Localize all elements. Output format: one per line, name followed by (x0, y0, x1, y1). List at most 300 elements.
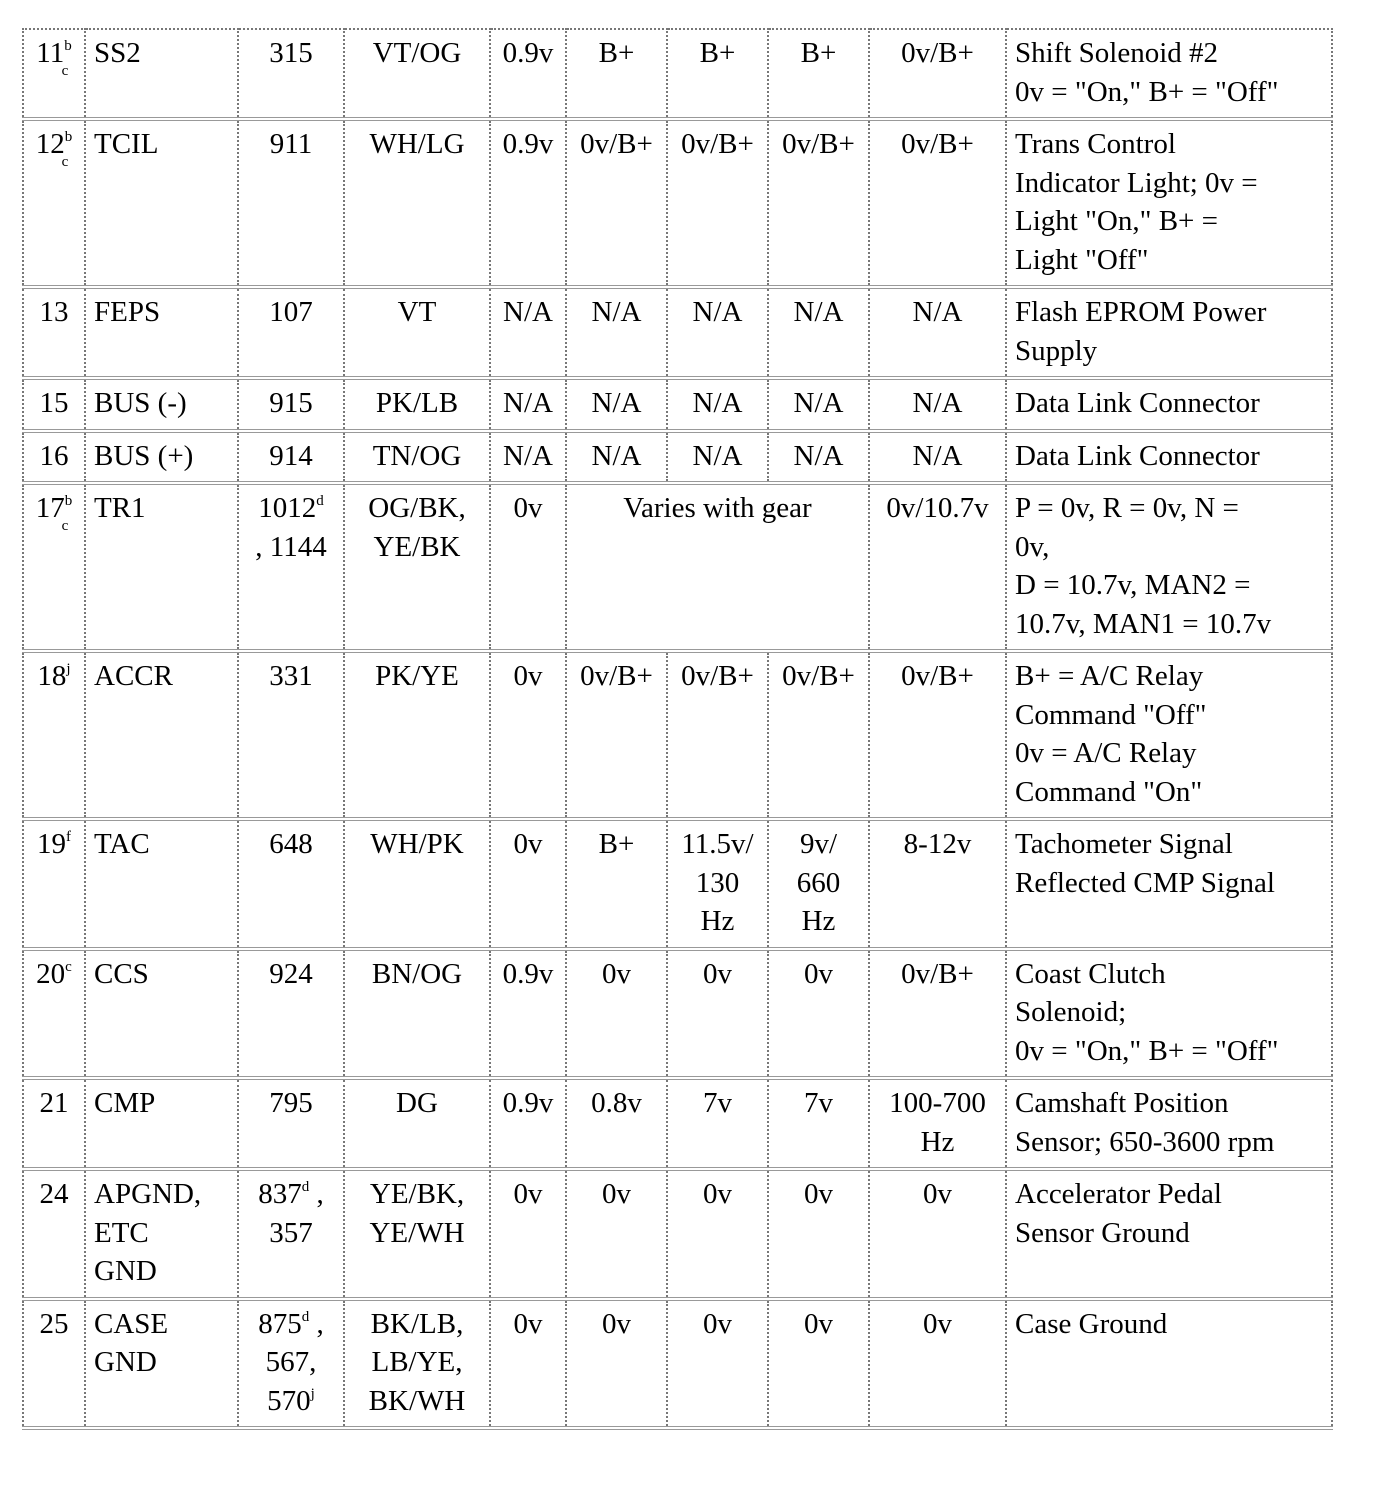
value-cell-v4 (768, 1078, 869, 1169)
value-text: 0v (703, 957, 732, 990)
circuit-footnote: d (316, 493, 324, 509)
description-line: 0v = "On," B+ = "Off" (1015, 75, 1279, 108)
value-text: 0v (602, 957, 631, 990)
wire-color-cell (344, 29, 490, 119)
value-text: 0v/B+ (901, 37, 974, 69)
value-cell-v5 (869, 1078, 1006, 1169)
pin-footnote: f (66, 829, 71, 845)
wire-color: DG (396, 1087, 438, 1119)
wire-color-cell (344, 651, 490, 819)
value-cell-v4 (768, 1169, 869, 1299)
table-row (23, 1299, 1332, 1429)
pin-cell (23, 287, 85, 378)
value-cell-v4 (768, 1299, 869, 1429)
value-cell-v4 (768, 651, 869, 819)
value-cell-v1 (490, 29, 566, 119)
circuit-line (247, 1305, 335, 1344)
value-text: 0v (703, 1178, 732, 1210)
pin-number: 11 (36, 37, 65, 69)
value-text: N/A (503, 296, 553, 328)
value-cell-v3 (667, 819, 768, 949)
value-text: 11.5v/ (681, 828, 754, 860)
table-row (23, 378, 1332, 431)
signal-name-cell (85, 431, 238, 484)
signal-name-cell (85, 119, 238, 287)
description-line: Solenoid; (1015, 996, 1127, 1028)
circuit-cell (238, 287, 344, 378)
value-text: Hz (700, 905, 735, 937)
table-row (23, 431, 1332, 484)
value-text: N/A (692, 296, 743, 328)
description-cell (1006, 1169, 1332, 1299)
value-cell-v3 (667, 431, 768, 484)
wire-color: PK/YE (375, 660, 459, 692)
description-line: Trans Control (1015, 128, 1176, 160)
signal-name-cell (85, 819, 238, 949)
circuit-line (247, 1175, 335, 1214)
value-text: 0v/10.7v (886, 492, 989, 524)
description-cell (1006, 378, 1332, 431)
signal-name-cell (85, 287, 238, 378)
description-cell (1006, 119, 1332, 287)
signal-name: APGND, (94, 1178, 202, 1210)
description-line: Data Link Connector (1015, 439, 1260, 472)
table-row (23, 119, 1332, 287)
circuit-line (247, 528, 335, 567)
wire-color: YE/BK (373, 530, 461, 563)
value-text: 0.9v (502, 1087, 554, 1119)
description-line: Light "On," B+ = (1015, 205, 1218, 237)
description-cell (1006, 483, 1332, 651)
circuit-cell (238, 651, 344, 819)
signal-name-cell (85, 651, 238, 819)
circuit-suffix: , (309, 1178, 324, 1210)
pin-number: 16 (39, 439, 69, 472)
pin-number: 19 (37, 828, 66, 860)
circuit-line (247, 437, 335, 476)
value-text: B+ (598, 37, 635, 69)
description-line: P = 0v, R = 0v, N = (1015, 492, 1239, 524)
pin-cell (23, 378, 85, 431)
description-cell (1006, 29, 1332, 119)
circuit-line (247, 1214, 335, 1253)
value-cell-v2 (566, 287, 667, 378)
wire-color: VT/OG (372, 37, 462, 69)
pin-number: 18 (37, 660, 67, 692)
description-line: Sensor; 650-3600 rpm (1015, 1125, 1275, 1158)
value-cell-v5 (869, 29, 1006, 119)
value-text: 0v (513, 660, 543, 692)
description-line: Flash EPROM Power (1015, 296, 1267, 328)
wire-color-cell (344, 483, 490, 651)
circuit-line (247, 125, 335, 164)
signal-name: GND (94, 1255, 157, 1287)
circuit-number: 570 (267, 1384, 311, 1417)
circuit-line (247, 293, 335, 332)
pin-cell (23, 819, 85, 949)
pin-footnote: b (64, 38, 72, 54)
value-text: 0v/B+ (580, 660, 653, 692)
circuit-cell (238, 1078, 344, 1169)
value-cell-v1 (490, 287, 566, 378)
circuit-footnote: d (301, 1179, 310, 1195)
value-cell-v1 (490, 1078, 566, 1169)
table-row (23, 287, 1332, 378)
value-cell-v3 (667, 1299, 768, 1429)
table-row (23, 651, 1332, 819)
value-cell-v3 (667, 29, 768, 119)
pin-cell (23, 1299, 85, 1429)
table-row (23, 29, 1332, 119)
description-line: 0v = "On," B+ = "Off" (1015, 1034, 1279, 1067)
circuit-cell (238, 819, 344, 949)
circuit-number: 357 (269, 1216, 313, 1249)
signal-name: TCIL (94, 128, 159, 160)
pin-cell (23, 1078, 85, 1169)
wire-color: BK/WH (368, 1384, 466, 1417)
value-cell-v4 (768, 949, 869, 1079)
value-cell-v2 (566, 819, 667, 949)
circuit-cell (238, 29, 344, 119)
description-line: Accelerator Pedal (1015, 1178, 1222, 1210)
description-cell (1006, 431, 1332, 484)
circuit-number: 875 (258, 1307, 302, 1340)
value-text: 0v (804, 1307, 833, 1340)
value-cell-v3 (667, 378, 768, 431)
wire-color: WH/LG (369, 128, 465, 160)
signal-name: FEPS (94, 296, 161, 328)
description-line: Supply (1015, 334, 1098, 367)
value-text: 0v/B+ (782, 128, 855, 160)
value-text: 0v/B+ (901, 957, 974, 990)
description-line: Shift Solenoid #2 (1015, 37, 1219, 69)
value-text: Hz (801, 905, 836, 937)
pin-number: 17 (35, 492, 65, 524)
value-cell-v4 (768, 287, 869, 378)
description-line: Case Ground (1015, 1307, 1168, 1340)
value-text: N/A (793, 439, 844, 472)
signal-name-cell (85, 29, 238, 119)
pin-number: 20 (36, 957, 66, 990)
value-text: 0v (804, 957, 833, 990)
value-cell-v3 (667, 651, 768, 819)
pin-cell (23, 651, 85, 819)
value-text: 0v (513, 1178, 543, 1210)
description-cell (1006, 1299, 1332, 1429)
signal-name: TR1 (94, 492, 146, 524)
value-cell-v4 (768, 119, 869, 287)
value-text: 0v (602, 1178, 631, 1210)
pin-footnote: b (64, 129, 73, 145)
description-line: Camshaft Position (1015, 1087, 1229, 1119)
pin-cell (23, 1169, 85, 1299)
wire-color-cell (344, 819, 490, 949)
value-text: N/A (591, 387, 642, 419)
value-text: 0.9v (502, 37, 554, 69)
circuit-footnote: d (301, 1308, 310, 1325)
value-cell-v2 (566, 651, 667, 819)
circuit-number: 924 (269, 957, 313, 990)
circuit-number: 795 (269, 1087, 313, 1119)
value-text: 100-700 (889, 1087, 986, 1119)
value-cell-v2 (566, 431, 667, 484)
value-cell-v4 (768, 819, 869, 949)
value-text: N/A (912, 387, 963, 419)
description-line: 10.7v, MAN1 = 10.7v (1015, 607, 1272, 640)
value-cell-v2 (566, 378, 667, 431)
value-text: 0v/B+ (681, 128, 754, 160)
value-text: 8-12v (903, 828, 972, 860)
circuit-line (247, 955, 335, 994)
description-line: Indicator Light; 0v = (1015, 166, 1258, 199)
signal-name: BUS (+) (94, 439, 194, 472)
value-cell-v1 (490, 378, 566, 431)
wire-color-cell (344, 1169, 490, 1299)
table-row (23, 819, 1332, 949)
pin-footnote-sub: c (61, 517, 69, 534)
wire-color: BK/LB, (370, 1307, 464, 1340)
value-cell-v5 (869, 651, 1006, 819)
value-cell-v3 (667, 949, 768, 1079)
value-cell-v5 (869, 431, 1006, 484)
value-text: N/A (793, 387, 844, 419)
pin-number: 21 (39, 1087, 69, 1119)
signal-name: BUS (-) (94, 387, 187, 419)
value-text: N/A (591, 439, 642, 472)
value-text: 0v/B+ (681, 660, 754, 692)
value-text: B+ (598, 828, 635, 860)
signal-name-cell (85, 1299, 238, 1429)
value-text: 0v/B+ (782, 660, 855, 692)
circuit-cell (238, 119, 344, 287)
value-text: N/A (793, 296, 844, 328)
value-text: N/A (591, 296, 642, 328)
circuit-number: 315 (269, 37, 313, 69)
circuit-suffix: , (309, 1307, 324, 1340)
value-cell-v2 (566, 29, 667, 119)
pin-footnote: j (66, 661, 71, 677)
value-text: 660 (796, 866, 841, 899)
pin-number: 13 (39, 296, 69, 328)
description-line: Reflected CMP Signal (1015, 866, 1275, 899)
value-cell-v5 (869, 287, 1006, 378)
value-text: B+ (800, 37, 837, 69)
description-line: Command "On" (1015, 775, 1203, 808)
pin-number: 15 (39, 387, 69, 419)
value-text: 0v (923, 1178, 952, 1210)
value-cell-v2 (566, 949, 667, 1079)
value-cell-v1 (490, 119, 566, 287)
value-cell-v1 (490, 1169, 566, 1299)
wire-color: YE/BK, (369, 1178, 465, 1210)
circuit-number: 107 (269, 296, 313, 328)
value-text: N/A (912, 439, 963, 472)
circuit-number: 1012 (258, 492, 317, 524)
signal-name: GND (94, 1346, 157, 1378)
value-cell-v4 (768, 378, 869, 431)
value-cell-v1 (490, 651, 566, 819)
value-cell-v2 (566, 1169, 667, 1299)
value-text: 0v (513, 828, 543, 860)
wire-color: WH/PK (370, 828, 464, 860)
value-cell-v5 (869, 1299, 1006, 1429)
value-cell-v2 (566, 1078, 667, 1169)
circuit-line (247, 1343, 335, 1382)
description-line: Light "Off" (1015, 243, 1149, 276)
value-text: N/A (912, 296, 963, 328)
value-span-text: Varies with gear (623, 492, 812, 524)
wire-color-cell (344, 378, 490, 431)
circuit-cell (238, 1299, 344, 1429)
signal-name: CASE (94, 1307, 169, 1340)
value-text: 0v (923, 1307, 952, 1340)
pin-footnote-sub: c (61, 62, 69, 79)
pin-cell (23, 949, 85, 1079)
circuit-number: , 1144 (255, 530, 327, 563)
value-cell-v2 (566, 119, 667, 287)
table-row (23, 483, 1332, 651)
circuit-cell (238, 1169, 344, 1299)
value-cell-v3 (667, 287, 768, 378)
value-text: B+ (699, 37, 736, 69)
description-cell (1006, 651, 1332, 819)
circuit-line (247, 384, 335, 423)
wire-color: PK/LB (375, 387, 459, 419)
wire-color-cell (344, 1299, 490, 1429)
value-text: 7v (703, 1087, 732, 1119)
wire-color: BN/OG (371, 957, 463, 990)
value-text: 7v (804, 1087, 833, 1119)
description-cell (1006, 819, 1332, 949)
signal-name: SS2 (94, 37, 141, 69)
circuit-number: 837 (258, 1178, 302, 1210)
description-line: Data Link Connector (1015, 387, 1260, 419)
signal-name: CCS (94, 957, 149, 990)
value-text: 0.9v (502, 128, 554, 160)
wire-color: LB/YE, (371, 1346, 463, 1378)
signal-name: ETC (94, 1216, 149, 1249)
value-text: N/A (503, 439, 553, 472)
circuit-cell (238, 483, 344, 651)
table-row (23, 949, 1332, 1079)
description-line: 0v, (1015, 530, 1050, 563)
circuit-cell (238, 378, 344, 431)
description-line: D = 10.7v, MAN2 = (1015, 569, 1251, 601)
value-cell-v2 (566, 1299, 667, 1429)
value-text: 0v/B+ (901, 128, 974, 160)
description-line: Tachometer Signal (1015, 828, 1233, 860)
circuit-line (247, 825, 335, 864)
value-text: N/A (692, 439, 743, 472)
wire-color-cell (344, 287, 490, 378)
pin-cell (23, 29, 85, 119)
circuit-line (247, 34, 335, 73)
value-cell-v3 (667, 119, 768, 287)
signal-name: TAC (94, 828, 150, 860)
circuit-number: 331 (269, 660, 313, 692)
description-line: 0v = A/C Relay (1015, 737, 1197, 769)
pin-number: 25 (39, 1307, 69, 1340)
circuit-line (247, 657, 335, 696)
pin-footnote: c (65, 958, 72, 975)
signal-name: CMP (94, 1087, 156, 1119)
description-line: Coast Clutch (1015, 957, 1166, 990)
wire-color: YE/WH (369, 1216, 465, 1249)
value-cell-v1 (490, 483, 566, 651)
value-cell-v4 (768, 29, 869, 119)
table-row (23, 1078, 1332, 1169)
value-cell-v5 (869, 949, 1006, 1079)
signal-name-cell (85, 483, 238, 651)
circuit-number: 915 (269, 387, 313, 419)
pin-cell (23, 431, 85, 484)
value-text: 0v (703, 1307, 732, 1340)
circuit-cell (238, 949, 344, 1079)
pin-cell (23, 483, 85, 651)
value-text: 0.9v (502, 957, 554, 990)
signal-name-cell (85, 378, 238, 431)
value-text: 130 (695, 866, 740, 899)
circuit-cell (238, 431, 344, 484)
wire-color-cell (344, 949, 490, 1079)
value-cell-v1 (490, 431, 566, 484)
value-text: 0v/B+ (901, 660, 974, 692)
value-cell-v1 (490, 949, 566, 1079)
value-span-cell (566, 483, 869, 651)
pin-footnote: b (64, 493, 73, 509)
value-cell-v1 (490, 1299, 566, 1429)
description-line: B+ = A/C Relay (1015, 660, 1204, 692)
description-cell (1006, 949, 1332, 1079)
circuit-line (247, 489, 335, 528)
value-cell-v4 (768, 431, 869, 484)
value-cell-v5 (869, 378, 1006, 431)
value-text: 0v/B+ (580, 128, 653, 160)
value-text: N/A (692, 387, 743, 419)
description-cell (1006, 1078, 1332, 1169)
circuit-number: 914 (269, 439, 313, 472)
value-text: 0v (513, 1307, 543, 1340)
circuit-line (247, 1084, 335, 1123)
value-cell-v1 (490, 819, 566, 949)
signal-name-cell (85, 949, 238, 1079)
description-line: Command "Off" (1015, 698, 1207, 731)
signal-name: ACCR (94, 660, 173, 692)
circuit-number: 567, (265, 1346, 317, 1378)
value-cell-v3 (667, 1078, 768, 1169)
value-cell-v5 (869, 1169, 1006, 1299)
description-cell (1006, 287, 1332, 378)
signal-name-cell (85, 1078, 238, 1169)
value-text: 9v/ (799, 828, 838, 860)
description-line: Sensor Ground (1015, 1216, 1190, 1249)
wire-color-cell (344, 1078, 490, 1169)
pin-number: 24 (39, 1178, 69, 1210)
circuit-line (247, 1382, 335, 1421)
table-row (23, 1169, 1332, 1299)
signal-name-cell (85, 1169, 238, 1299)
value-cell-v5 (869, 819, 1006, 949)
pin-cell (23, 119, 85, 287)
value-text: N/A (503, 387, 553, 419)
pinout-table (22, 28, 1333, 1430)
value-text: 0v (513, 492, 543, 524)
pin-footnote-sub: c (61, 153, 69, 170)
circuit-number: 911 (269, 128, 313, 160)
wire-color: OG/BK, (368, 492, 466, 524)
wire-color: TN/OG (372, 439, 462, 472)
pin-number: 12 (35, 128, 65, 160)
